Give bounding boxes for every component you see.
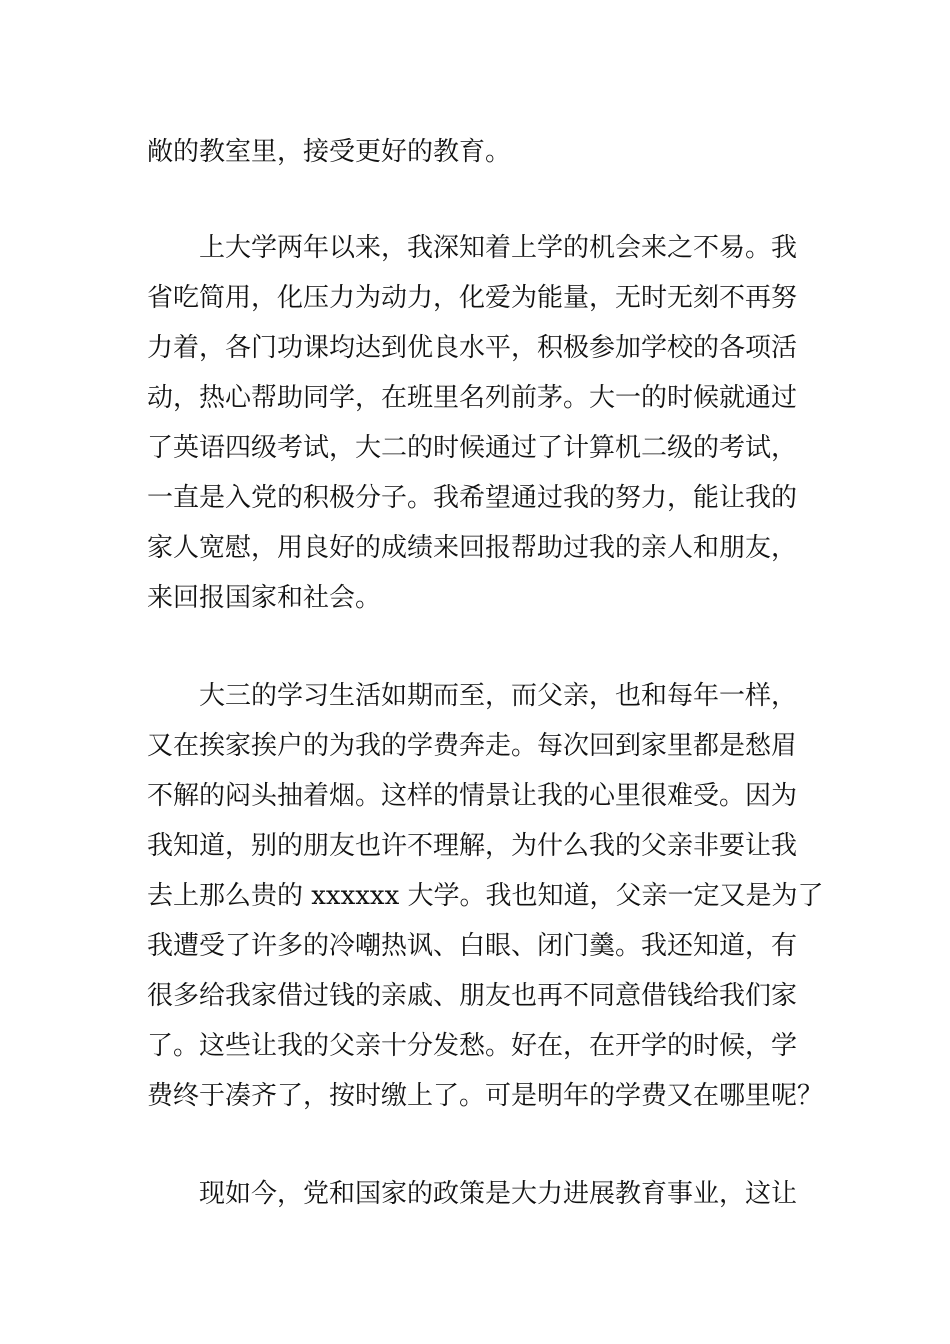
paragraph-2-line-1: 上大学两年以来，我深知着上学的机会来之不易。我 xyxy=(199,233,798,263)
paragraph-2-line-4: 动，热心帮助同学，在班里名列前茅。大一的时候就通过 xyxy=(147,383,798,413)
paragraph-3-line-3: 不解的闷头抽着烟。这样的情景让我的心里很难受。因为 xyxy=(147,781,798,811)
paragraph-4-line-1: 现如今，党和国家的政策是大力进展教育事业，这让 xyxy=(199,1179,798,1209)
paragraph-3-line-6: 我遭受了许多的冷嘲热讽、白眼、闭门羹。我还知道，有 xyxy=(147,931,798,961)
paragraph-3-line-5: 去上那么贵的 xxxxxx 大学。我也知道，父亲一定又是为了 xyxy=(147,881,824,911)
paragraph-3-line-1: 大三的学习生活如期而至，而父亲，也和每年一样， xyxy=(199,681,798,711)
paragraph-1-line-1: 敞的教室里，接受更好的教育。 xyxy=(147,137,512,167)
paragraph-2-line-6: 一直是入党的积极分子。我希望通过我的努力，能让我的 xyxy=(147,483,798,513)
paragraph-3-line-4: 我知道，别的朋友也许不理解，为什么我的父亲非要让我 xyxy=(147,831,798,861)
paragraph-3-line-8: 了。这些让我的父亲十分发愁。好在，在开学的时候，学 xyxy=(147,1031,798,1061)
paragraph-2-line-3: 力着，各门功课均达到优良水平，积极参加学校的各项活 xyxy=(147,333,798,363)
paragraph-3-line-9: 费终于凑齐了，按时缴上了。可是明年的学费又在哪里呢？ xyxy=(147,1081,824,1111)
paragraph-2-line-7: 家人宽慰，用良好的成绩来回报帮助过我的亲人和朋友， xyxy=(147,533,798,563)
paragraph-2-line-2: 省吃简用，化压力为动力，化爱为能量，无时无刻不再努 xyxy=(147,283,798,313)
paragraph-3-line-2: 又在挨家挨户的为我的学费奔走。每次回到家里都是愁眉 xyxy=(147,731,798,761)
paragraph-2-line-8: 来回报国家和社会。 xyxy=(147,583,382,613)
paragraph-2-line-5: 了英语四级考试，大二的时候通过了计算机二级的考试， xyxy=(147,433,798,463)
paragraph-3-line-7: 很多给我家借过钱的亲戚、朋友也再不同意借钱给我们家 xyxy=(147,981,798,1011)
